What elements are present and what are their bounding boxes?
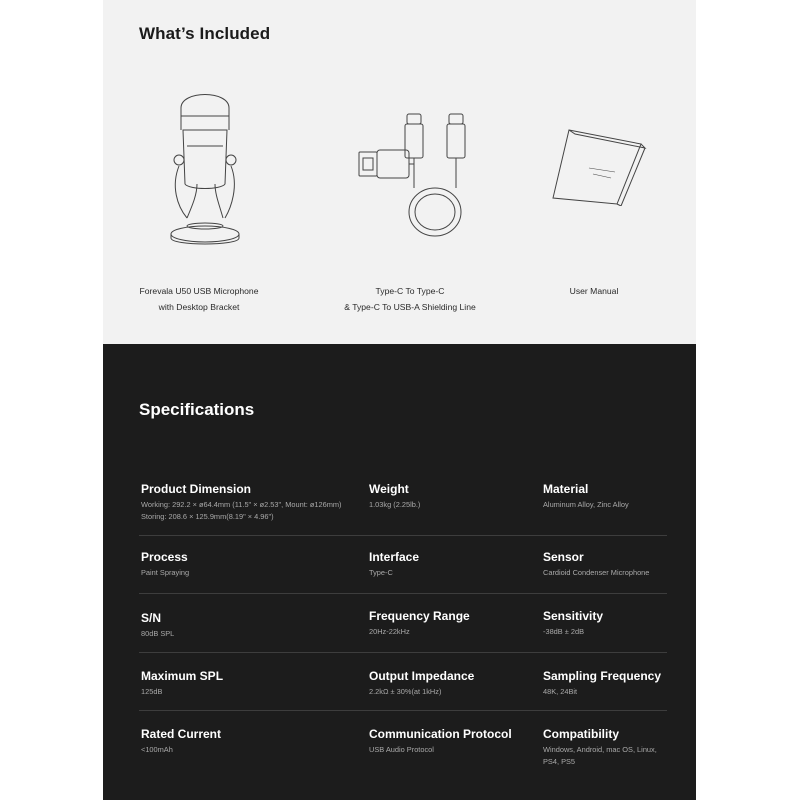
spec-value-line: 2.2kΩ ± 30%(at 1kHz) bbox=[369, 687, 442, 696]
spec-label: Compatibility bbox=[543, 727, 620, 741]
spec-value-line: Paint Spraying bbox=[141, 568, 190, 577]
spec-label: Sampling Frequency bbox=[543, 669, 662, 683]
spec-compatibility bbox=[543, 727, 657, 768]
spec-weight bbox=[369, 482, 420, 511]
specifications-title: Specifications bbox=[139, 400, 255, 419]
spec-value bbox=[369, 567, 419, 579]
spec-value bbox=[543, 499, 629, 511]
spec-divider bbox=[139, 593, 667, 594]
whats-included-title: What’s Included bbox=[139, 24, 271, 43]
spec-output-impedance bbox=[369, 669, 474, 698]
microphone-caption-line: Forevala U50 USB Microphone bbox=[139, 286, 259, 296]
spec-product-dimension bbox=[141, 482, 342, 523]
spec-sensor bbox=[543, 550, 649, 579]
spec-value bbox=[543, 567, 649, 579]
spec-value-line: Type-C bbox=[369, 568, 393, 577]
spec-value bbox=[369, 686, 474, 698]
spec-value-line: Working: 292.2 × ø64.4mm (11.5" × ø2.53", Mount: ø126mm) bbox=[141, 500, 342, 509]
spec-value bbox=[141, 744, 221, 756]
spec-label: Sensitivity bbox=[543, 609, 604, 623]
spec-value bbox=[543, 744, 657, 768]
spec-label: Process bbox=[141, 550, 188, 564]
spec-value-line: 125dB bbox=[141, 687, 163, 696]
spec-label: Rated Current bbox=[141, 727, 222, 741]
spec-label: S/N bbox=[141, 611, 162, 625]
spec-value bbox=[141, 628, 174, 640]
specifications-section bbox=[103, 344, 696, 800]
spec-value bbox=[369, 744, 512, 756]
spec-label: Weight bbox=[369, 482, 409, 496]
spec-value-line: USB Audio Protocol bbox=[369, 745, 434, 754]
spec-value-line: PS4, PS5 bbox=[543, 757, 576, 766]
spec-divider bbox=[139, 710, 667, 711]
spec-value-line: 20Hz-22kHz bbox=[369, 627, 410, 636]
spec-sn bbox=[141, 611, 174, 640]
spec-label: Interface bbox=[369, 550, 420, 564]
spec-communication-protocol bbox=[369, 727, 512, 756]
spec-process bbox=[141, 550, 189, 579]
spec-interface bbox=[369, 550, 419, 579]
cable-caption-line: Type-C To Type-C bbox=[375, 286, 445, 296]
spec-label: Sensor bbox=[543, 550, 584, 564]
cable-caption-line: & Type-C To USB-A Shielding Line bbox=[344, 302, 476, 312]
spec-value-line: Storing: 208.6 × 125.9mm(8.19" × 4.96") bbox=[141, 512, 274, 521]
spec-divider bbox=[139, 535, 667, 536]
spec-value-line: -38dB ± 2dB bbox=[543, 627, 585, 636]
manual-icon bbox=[549, 126, 649, 206]
spec-value-line: 1.03kg (2.25lb.) bbox=[369, 500, 421, 509]
spec-label: Communication Protocol bbox=[369, 727, 512, 741]
spec-value bbox=[543, 686, 661, 698]
spec-value bbox=[141, 567, 189, 579]
cable-caption bbox=[310, 283, 510, 315]
spec-value-line: Windows, Android, mac OS, Linux, bbox=[543, 745, 657, 754]
spec-value-line: <100mAh bbox=[141, 745, 173, 754]
spec-value-line: Cardioid Condenser Microphone bbox=[543, 568, 650, 577]
spec-value bbox=[369, 626, 470, 638]
spec-maximum-spl bbox=[141, 669, 223, 698]
spec-value-line: 48K, 24Bit bbox=[543, 687, 578, 696]
spec-sampling-frequency bbox=[543, 669, 661, 698]
spec-label: Frequency Range bbox=[369, 609, 470, 623]
microphone-caption-line: with Desktop Bracket bbox=[158, 302, 240, 312]
spec-label: Maximum SPL bbox=[141, 669, 224, 683]
spec-label: Material bbox=[543, 482, 589, 496]
spec-divider bbox=[139, 652, 667, 653]
spec-value bbox=[141, 686, 223, 698]
spec-label: Product Dimension bbox=[141, 482, 252, 496]
spec-value-line: 80dB SPL bbox=[141, 629, 175, 638]
manual-caption bbox=[494, 283, 694, 299]
spec-value bbox=[543, 626, 603, 638]
whats-included-section bbox=[103, 0, 696, 344]
manual-caption-line: User Manual bbox=[569, 286, 619, 296]
spec-material bbox=[543, 482, 629, 511]
microphone-icon bbox=[167, 86, 247, 246]
spec-frequency-range bbox=[369, 609, 470, 638]
cable-icon bbox=[355, 110, 475, 240]
spec-value bbox=[141, 499, 342, 523]
spec-value bbox=[369, 499, 420, 511]
spec-value-line: Aluminum Alloy, Zinc Alloy bbox=[543, 500, 629, 509]
microphone-caption bbox=[99, 283, 299, 315]
spec-sensitivity bbox=[543, 609, 603, 638]
spec-label: Output Impedance bbox=[369, 669, 475, 683]
spec-rated-current bbox=[141, 727, 221, 756]
product-infographic bbox=[103, 0, 696, 800]
